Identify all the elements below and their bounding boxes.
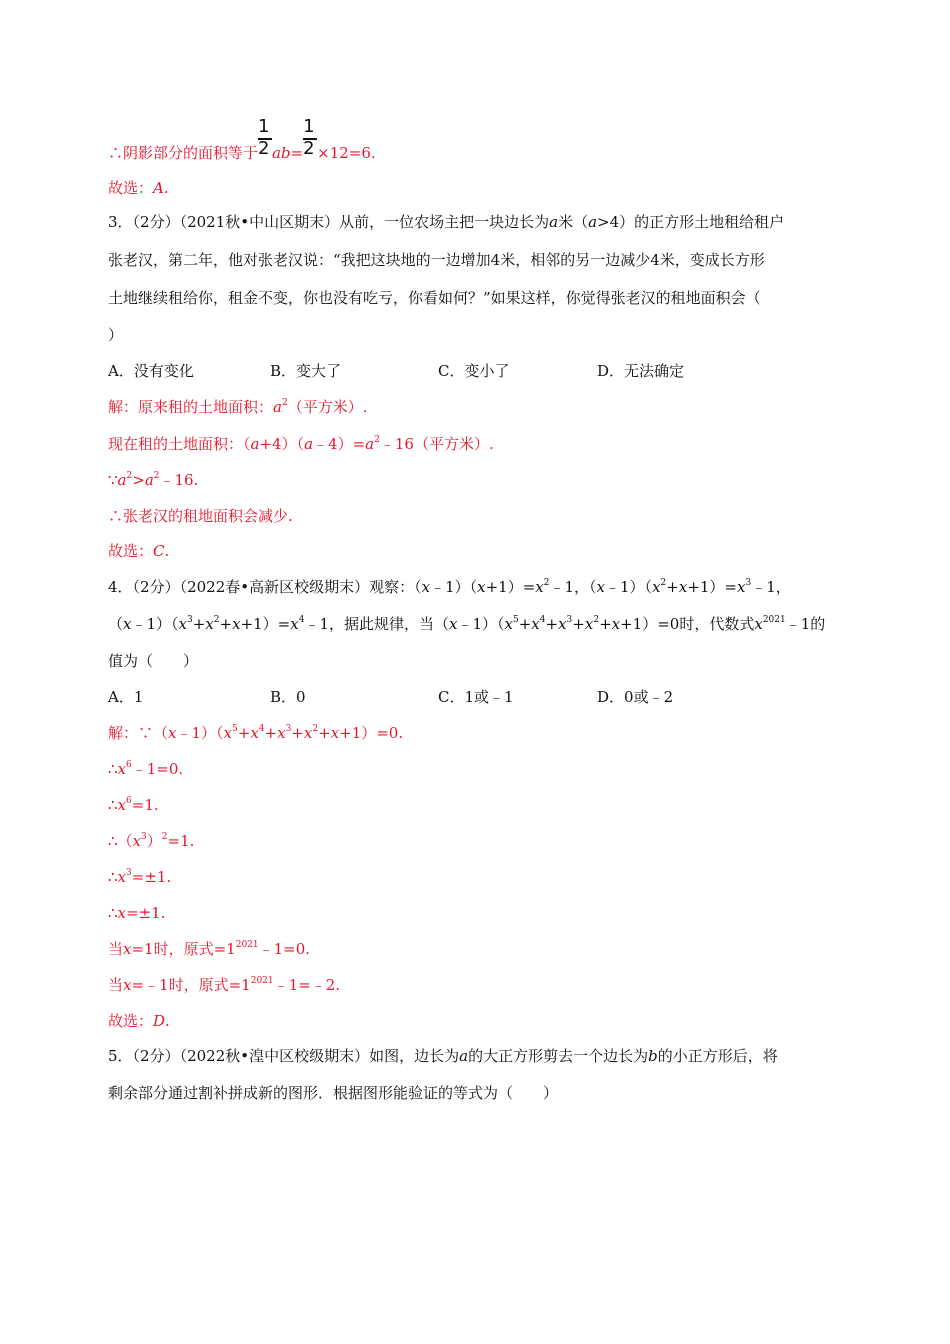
q4-solution-line3: $\therefore x^6=1$.	[108, 796, 159, 814]
q5-stem-line2: 剩余部分通过割补拼成新的图形．根据图形能验证的等式为（ ）	[108, 1084, 559, 1102]
q3-option-d: D．无法确定	[597, 362, 685, 380]
q3-stem-line1: 3．（2分）（2021秋•中山区期末）从前，一位农场主把一块边长为a米（a>4）的正方形土地租给租户	[108, 213, 785, 231]
q4-stem-line3: 值为（ ）	[108, 652, 199, 670]
q4-solution-line7: 当x=1时，原式$=1^{2021}﹣1=0$.	[108, 940, 311, 958]
q4-stem-line1: 4．（2分）（2022春•高新区校级期末）观察：$(x﹣1)(x+1)=x^2﹣1$，$(x﹣1)(x^2+x+1)=x^3﹣1$，	[108, 578, 791, 596]
q4-solution-line1: 解：$\because(x﹣1)(x^5+x^4+x^3+x^2+x+1)=0$.	[108, 724, 404, 742]
q4-solution-line5: $\therefore x^3=\pm 1$.	[108, 868, 172, 886]
q4-option-d: D．0或﹣2	[597, 688, 674, 706]
q4-option-a: A．1	[108, 688, 144, 706]
q4-solution-line8: 当x=﹣1时，原式$=1^{2021}﹣1=﹣2$.	[108, 976, 341, 994]
q3-solution-line4: ∴张老汉的租地面积会减少.	[108, 507, 293, 525]
q3-answer: 故选：C.	[108, 542, 170, 560]
fraction-one-half-2: $\frac{1}{2}$	[303, 143, 317, 163]
q4-stem-line2: $(x﹣1)(x^3+x^2+x+1)=x^4﹣1$，据此规律，当$(x﹣1)(x^5+x^4+x^3+x^2+x+1)=0$时，代数式$x^{2021}﹣1$的	[108, 615, 826, 633]
q3-option-b: B．变大了	[270, 362, 342, 380]
q3-stem-line3: 土地继续租给你，租金不变，你也没有吃亏，你看如何？”如果这样，你觉得张老汉的租地面积会（	[108, 289, 761, 307]
q3-option-a: A．没有变化	[108, 362, 194, 380]
q3-solution-line3: $\because a^2>a^2﹣16$.	[108, 471, 199, 489]
q2-answer: 故选：A.	[108, 179, 169, 197]
q3-stem-line2: 张老汉，第二年，他对张老汉说：“我把这块地的一边增加4米，相邻的另一边减少4米，变成长方形	[108, 251, 765, 269]
fraction-one-half: $\frac{1}{2}$	[258, 143, 272, 163]
q4-solution-line2: $\therefore x^6﹣1=0$.	[108, 760, 184, 778]
q3-option-c: C．变小了	[438, 362, 510, 380]
q3-stem-line4: ）	[108, 326, 124, 344]
q5-stem-line1: 5．（2分）（2022秋•湟中区校级期末）如图，边长为a的大正方形剪去一个边长为b的小正方形后，将	[108, 1047, 778, 1065]
q3-solution-line2: 现在租的土地面积：$(a+4)(a﹣4)=a^2﹣16$（平方米）.	[108, 435, 494, 453]
q4-solution-line4: $\therefore(x^3)^2=1$.	[108, 832, 195, 850]
q2-shadow-area-line: ∴阴影部分的面积等于 $\frac{1}{2}$ ab= $\frac{1}{2}$ ×12=6.	[108, 116, 376, 162]
q4-option-c: C．1或﹣1	[438, 688, 514, 706]
q4-solution-line6: ∴x=±1.	[108, 904, 166, 922]
q4-option-b: B．0	[270, 688, 306, 706]
q4-answer: 故选：D.	[108, 1012, 170, 1030]
q3-solution-line1: 解：原来租的土地面积：$a^2$（平方米）.	[108, 398, 368, 416]
